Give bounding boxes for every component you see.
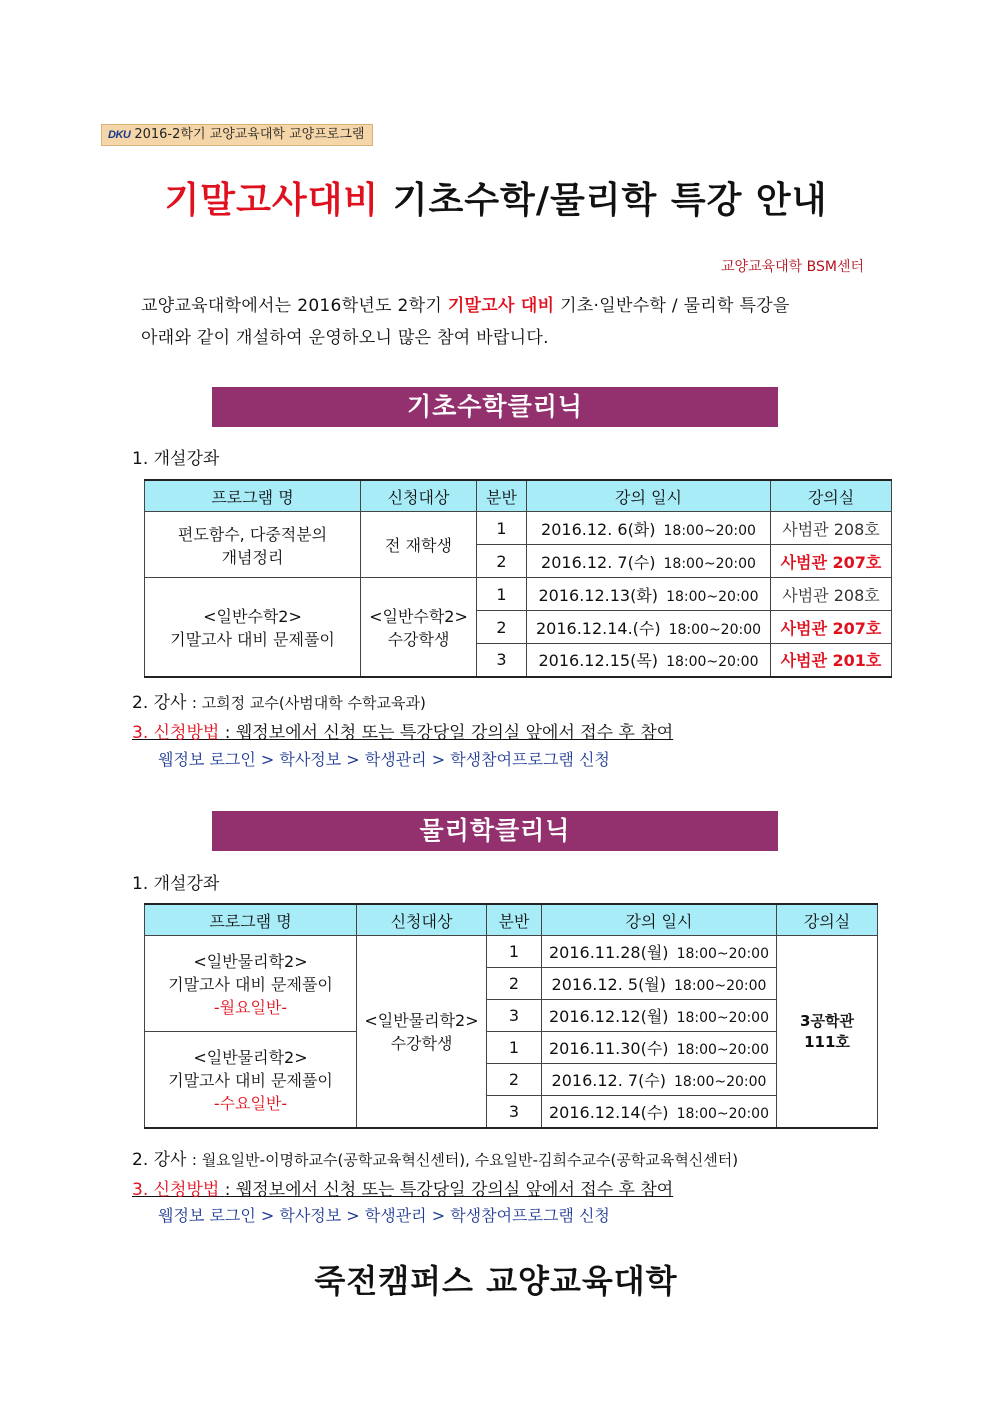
time-text: 18:00~20:00 <box>663 522 756 539</box>
date-text: 2016.12. 7(수) <box>541 552 656 572</box>
time-text: 18:00~20:00 <box>666 588 759 605</box>
header-program: 프로그램 명 <box>145 904 357 936</box>
math-schedule-table <box>144 479 892 678</box>
program-line: <일반물리학2> <box>193 1047 308 1067</box>
header-program: 프로그램 명 <box>145 480 361 512</box>
header-section: 분반 <box>487 904 542 936</box>
math-subheading: 1. 개설강좌 <box>132 449 220 469</box>
section-cell: 1 <box>487 1032 542 1064</box>
page-title <box>0 172 992 223</box>
datetime-cell <box>527 545 771 578</box>
target-line: <일반수학2> <box>369 606 468 626</box>
target-cell: 전 재학생 <box>361 512 477 578</box>
date-text: 2016.12.15(목) <box>538 651 659 671</box>
header-target: 신청대상 <box>361 480 477 512</box>
datetime-cell <box>542 1096 777 1128</box>
date-text: 2016.12.14.(수) <box>535 618 661 638</box>
section-cell: 1 <box>477 578 527 611</box>
datetime-cell <box>542 1032 777 1064</box>
section-cell: 3 <box>487 1096 542 1128</box>
date-text: 2016.12.13(화) <box>538 585 659 605</box>
header-target: 신청대상 <box>357 904 487 936</box>
math-section-heading: 기초수학클리닉 <box>212 387 778 427</box>
datetime-cell <box>542 936 777 968</box>
apply-label: 3. 신청방법 <box>132 1180 220 1200</box>
program-cell <box>145 936 357 1032</box>
target-line: 수강학생 <box>390 1034 453 1054</box>
room-cell <box>777 936 878 1128</box>
datetime-cell <box>527 578 771 611</box>
program-cell <box>145 1032 357 1128</box>
time-text: 18:00~20:00 <box>676 1010 769 1026</box>
footer-title: 죽전캠퍼스 교양교육대학 <box>314 1262 678 1300</box>
physics-apply <box>132 1175 673 1200</box>
page-title-rest: 기초수학/물리학 특강 안내 <box>392 180 828 221</box>
section-cell: 2 <box>487 968 542 1000</box>
intro-paragraph <box>141 290 871 354</box>
math-apply <box>132 718 673 743</box>
room-cell: 사범관 207호 <box>771 611 892 644</box>
room-cell: 사범관 208호 <box>771 512 892 545</box>
target-line: <일반물리학2> <box>364 1011 479 1031</box>
program-line: 개념정리 <box>221 547 284 567</box>
date-text: 2016.11.28(월) <box>549 943 669 962</box>
datetime-cell <box>542 968 777 1000</box>
date-text: 2016.12. 7(수) <box>551 1071 667 1090</box>
date-text: 2016.12.12(월) <box>549 1007 669 1026</box>
physics-schedule-table <box>144 903 878 1129</box>
time-text: 18:00~20:00 <box>676 946 769 962</box>
header-datetime: 강의 일시 <box>542 904 777 936</box>
math-instructor <box>132 688 426 713</box>
physics-instructor <box>132 1145 738 1170</box>
date-text: 2016.12. 5(월) <box>551 975 667 994</box>
apply-label: 3. 신청방법 <box>132 723 220 743</box>
intro-text-1: 교양교육대학에서는 2016학년도 2학기 <box>141 296 443 316</box>
program-line: 기말고사 대비 문제풀이 <box>170 629 335 649</box>
program-line: 기말고사 대비 문제풀이 <box>168 975 333 994</box>
datetime-cell <box>542 1000 777 1032</box>
physics-section-heading: 물리학클리닉 <box>212 811 778 851</box>
program-cell <box>145 578 361 677</box>
apply-text: : 웹정보에서 신청 또는 특강당일 강의실 앞에서 접수 후 참여 <box>224 723 674 743</box>
math-apply-path: 웹정보 로그인 > 학사정보 > 학생관리 > 학생참여프로그램 신청 <box>158 750 610 769</box>
intro-text-2: 기초·일반수학 / 물리학 특강을 <box>560 296 790 316</box>
apply-line <box>132 723 673 743</box>
section-cell: 2 <box>487 1064 542 1096</box>
date-text: 2016.11.30(수) <box>549 1039 669 1058</box>
program-line: -수요일반- <box>213 1093 288 1113</box>
time-text: 18:00~20:00 <box>676 1042 769 1058</box>
program-line: -월요일반- <box>213 998 288 1017</box>
datetime-cell <box>527 611 771 644</box>
time-text: 18:00~20:00 <box>674 1074 767 1090</box>
section-cell: 3 <box>487 1000 542 1032</box>
intro-highlight: 기말고사 대비 <box>447 296 555 316</box>
issuing-center: 교양교육대학 BSM센터 <box>721 259 864 275</box>
instructor-label: 2. 강사 <box>132 1150 187 1170</box>
header-room: 강의실 <box>771 480 892 512</box>
room-cell: 사범관 207호 <box>771 545 892 578</box>
date-text: 2016.12. 6(화) <box>541 519 656 539</box>
apply-text: : 웹정보에서 신청 또는 특강당일 강의실 앞에서 접수 후 참여 <box>224 1180 674 1200</box>
time-text: 18:00~20:00 <box>676 1105 769 1122</box>
time-text: 18:00~20:00 <box>666 654 759 671</box>
dku-logo: DKU <box>108 129 131 141</box>
page-title-highlight: 기말고사대비 <box>164 180 380 221</box>
semester-tag-text: 2016-2학기 교양교육대학 교양프로그램 <box>134 127 365 142</box>
datetime-cell <box>542 1064 777 1096</box>
section-cell: 1 <box>487 936 542 968</box>
section-cell: 1 <box>477 512 527 545</box>
header-datetime: 강의 일시 <box>527 480 771 512</box>
room-line: 3공학관 <box>800 1012 854 1031</box>
program-line: 편도함수, 다중적분의 <box>177 524 328 544</box>
datetime-cell <box>527 512 771 545</box>
room-cell: 사범관 201호 <box>771 644 892 677</box>
program-line: <일반물리학2> <box>193 952 308 971</box>
room-cell: 사범관 208호 <box>771 578 892 611</box>
section-cell: 2 <box>477 611 527 644</box>
datetime-cell <box>527 644 771 677</box>
program-line: <일반수학2> <box>203 606 302 626</box>
instructor-text: : 월요일반-이명하교수(공학교육혁신센터), 수요일반-김희수교수(공학교육혁신센터) <box>191 1151 739 1169</box>
target-cell <box>361 578 477 677</box>
time-text: 18:00~20:00 <box>668 621 762 638</box>
semester-tag <box>101 124 373 146</box>
physics-subheading: 1. 개설강좌 <box>132 874 220 894</box>
instructor-label: 2. 강사 <box>132 693 187 713</box>
target-line: 수강학생 <box>387 629 450 649</box>
program-cell <box>145 512 361 578</box>
physics-apply-path: 웹정보 로그인 > 학사정보 > 학생관리 > 학생참여프로그램 신청 <box>158 1206 610 1225</box>
section-cell: 2 <box>477 545 527 578</box>
target-cell <box>357 936 487 1128</box>
instructor-text: : 고희정 교수(사범대학 수학교육과) <box>191 694 426 712</box>
intro-text-3: 아래와 같이 개설하여 운영하오니 많은 참여 바랍니다. <box>141 328 549 348</box>
program-line: 기말고사 대비 문제풀이 <box>168 1070 333 1090</box>
apply-line <box>132 1180 673 1200</box>
date-text: 2016.12.14(수) <box>549 1102 669 1122</box>
header-room: 강의실 <box>777 904 878 936</box>
room-line: 111호 <box>804 1033 850 1052</box>
header-section: 분반 <box>477 480 527 512</box>
time-text: 18:00~20:00 <box>674 978 767 994</box>
section-cell: 3 <box>477 644 527 677</box>
time-text: 18:00~20:00 <box>663 555 756 572</box>
